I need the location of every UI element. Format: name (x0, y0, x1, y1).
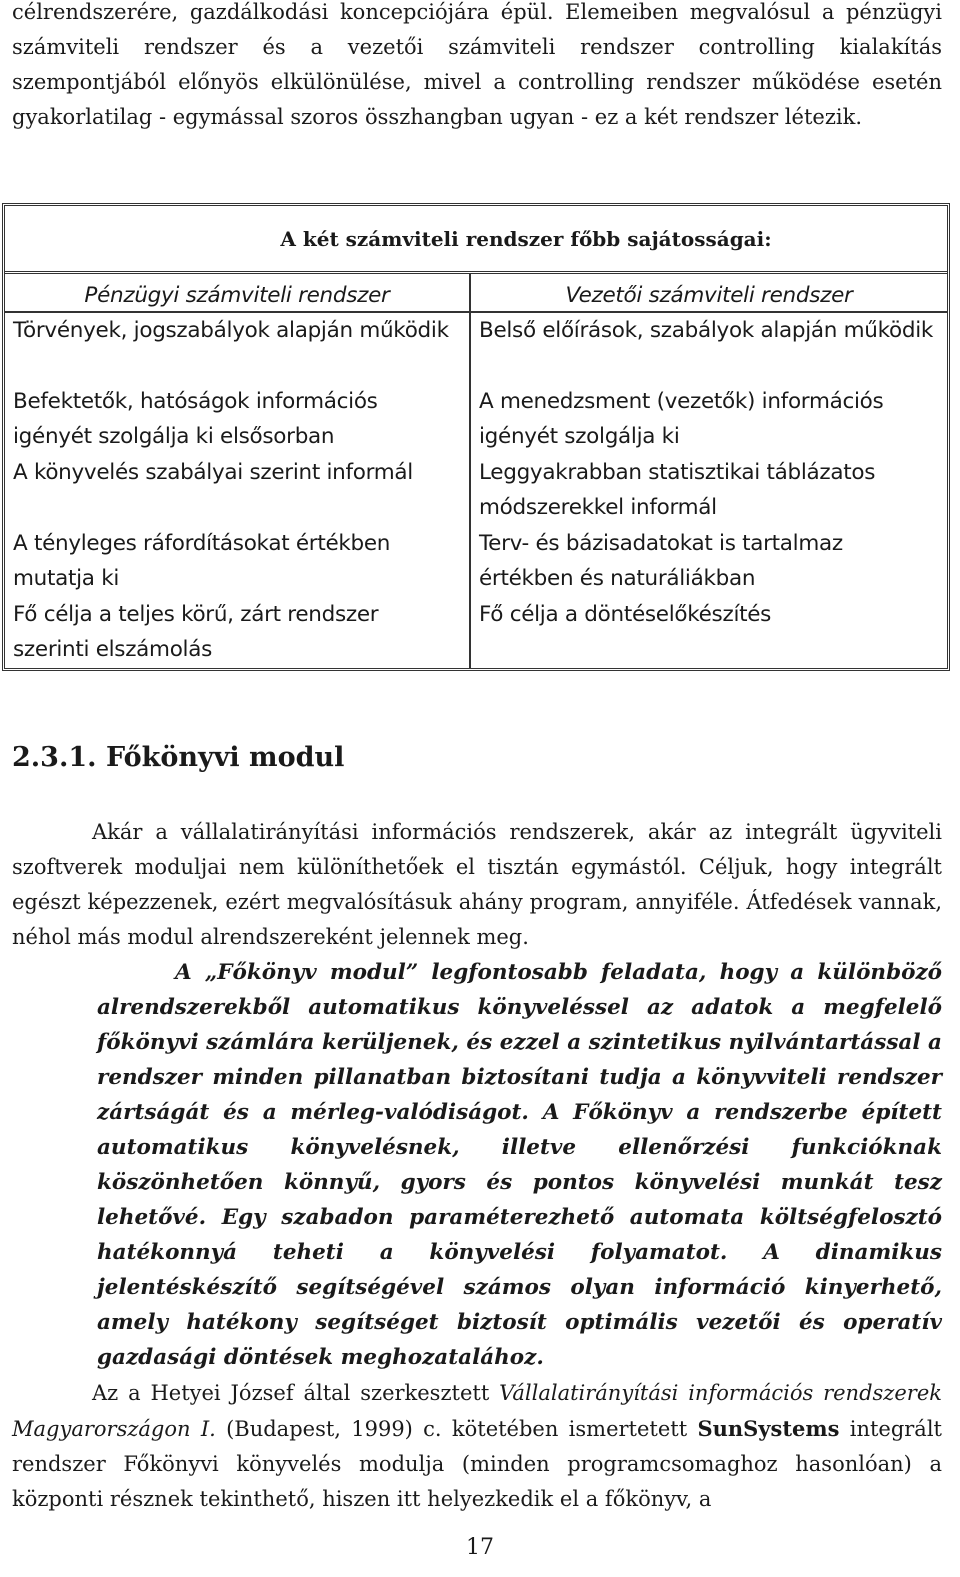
table-cell: Törvények, jogszabályok alapján működik (5, 313, 471, 384)
book-title: Vállalatirányítási információs rendszerek Magyarországon I. (12, 1381, 942, 1441)
table-cell: A tényleges ráfordításokat értékben mutatja ki (5, 526, 471, 597)
table-cell: Befektetők, hatóságok információs igényét szolgálja ki elsősorban (5, 384, 471, 455)
body-paragraph: Akár a vállalatirányítási információs rendszerek, akár az integrált ügyviteli szoftverek moduljai nem különíthetőek el tisztán egymástól. Céljuk, hogy integrált egészt képezzenek, ezért megvalósításuk ahány program, annyiféle. Átfedések vannak, néhol más modul alrendszereként jelennek meg. (12, 820, 942, 949)
reference-paragraph (12, 1376, 942, 1517)
table-title: A két számviteli rendszer főbb sajátosságai: (5, 206, 947, 274)
table-cell: A könyvelés szabályai szerint informál (5, 455, 471, 526)
intro-paragraph: célrendszerére, gazdálkodási koncepciójára épül. Elemeiben megvalósul a pénzügyi számviteli rendszer és a vezetői számviteli rendszer controlling kialakítás szempontjából előnyös elkülönülése, mivel a controlling rendszer működése esetén gyakorlatilag - egymással szoros összhangban ugyan - ez a két rendszer létezik. (12, 0, 942, 129)
page-number: 17 (466, 1535, 494, 1560)
table-grid (5, 274, 947, 668)
column-header-management: Vezetői számviteli rendszer (471, 274, 947, 313)
table-cell: Fő célja a döntéselőkészítés (479, 602, 772, 627)
table-cell: Leggyakrabban statisztikai táblázatos módszerekkel informál (479, 460, 876, 520)
reference-text: Az a Hetyei József által szerkesztett (92, 1381, 500, 1405)
table-cell: Belső előírások, szabályok alapján működik (479, 318, 934, 343)
table-cell: Fő célja a teljes körű, zárt rendszer szerinti elszámolás (5, 597, 471, 668)
highlighted-quote: A „Főkönyv modul” legfontosabb feladata, hogy a különböző alrendszerekből automatikus könyveléssel az adatok a megfelelő főkönyvi számlára kerüljenek, és ezzel a szintetikus nyilvántartással a rendszer minden pillanatban biztosítani tudja a könyvviteli rendszer zártságát és a mérleg-valódiságot. A Főkönyv a rendszerbe épített automatikus könyvelésnek, illetve ellenőrzési funkcióknak köszönhetően könnyű, gyors és pontos könyvelési munkát tesz lehetővé. Egy szabadon paraméterezhető automata költségfelosztó hatékonnyá teheti a könyvelési folyamatot. A dinamikus jelentéskészítő segítségével számos olyan információ kinyerhető, amely hatékony segítséget biztosít optimális vezetői és operatív gazdasági döntések meghozatalához. (97, 960, 942, 1370)
table-cell: Terv- és bázisadatokat is tartalmaz értékben és naturáliákban (479, 531, 843, 591)
reference-text: (Budapest, 1999) c. kötetében ismertetett (215, 1417, 698, 1441)
column-header-financial: Pénzügyi számviteli rendszer (5, 274, 471, 313)
table-cell: A menedzsment (vezetők) információs igényét szolgálja ki (479, 389, 884, 449)
product-name: SunSystems (697, 1416, 840, 1441)
reference-text: integrált rendszer Főkönyvi könyvelés modulja (minden programcsomaghoz hasonlóan) a központi résznek tekinthető, hiszen itt helyezkedik el a főkönyv, a (12, 1417, 942, 1511)
comparison-table (2, 203, 950, 671)
section-heading: 2.3.1. Főkönyvi modul (12, 742, 345, 773)
